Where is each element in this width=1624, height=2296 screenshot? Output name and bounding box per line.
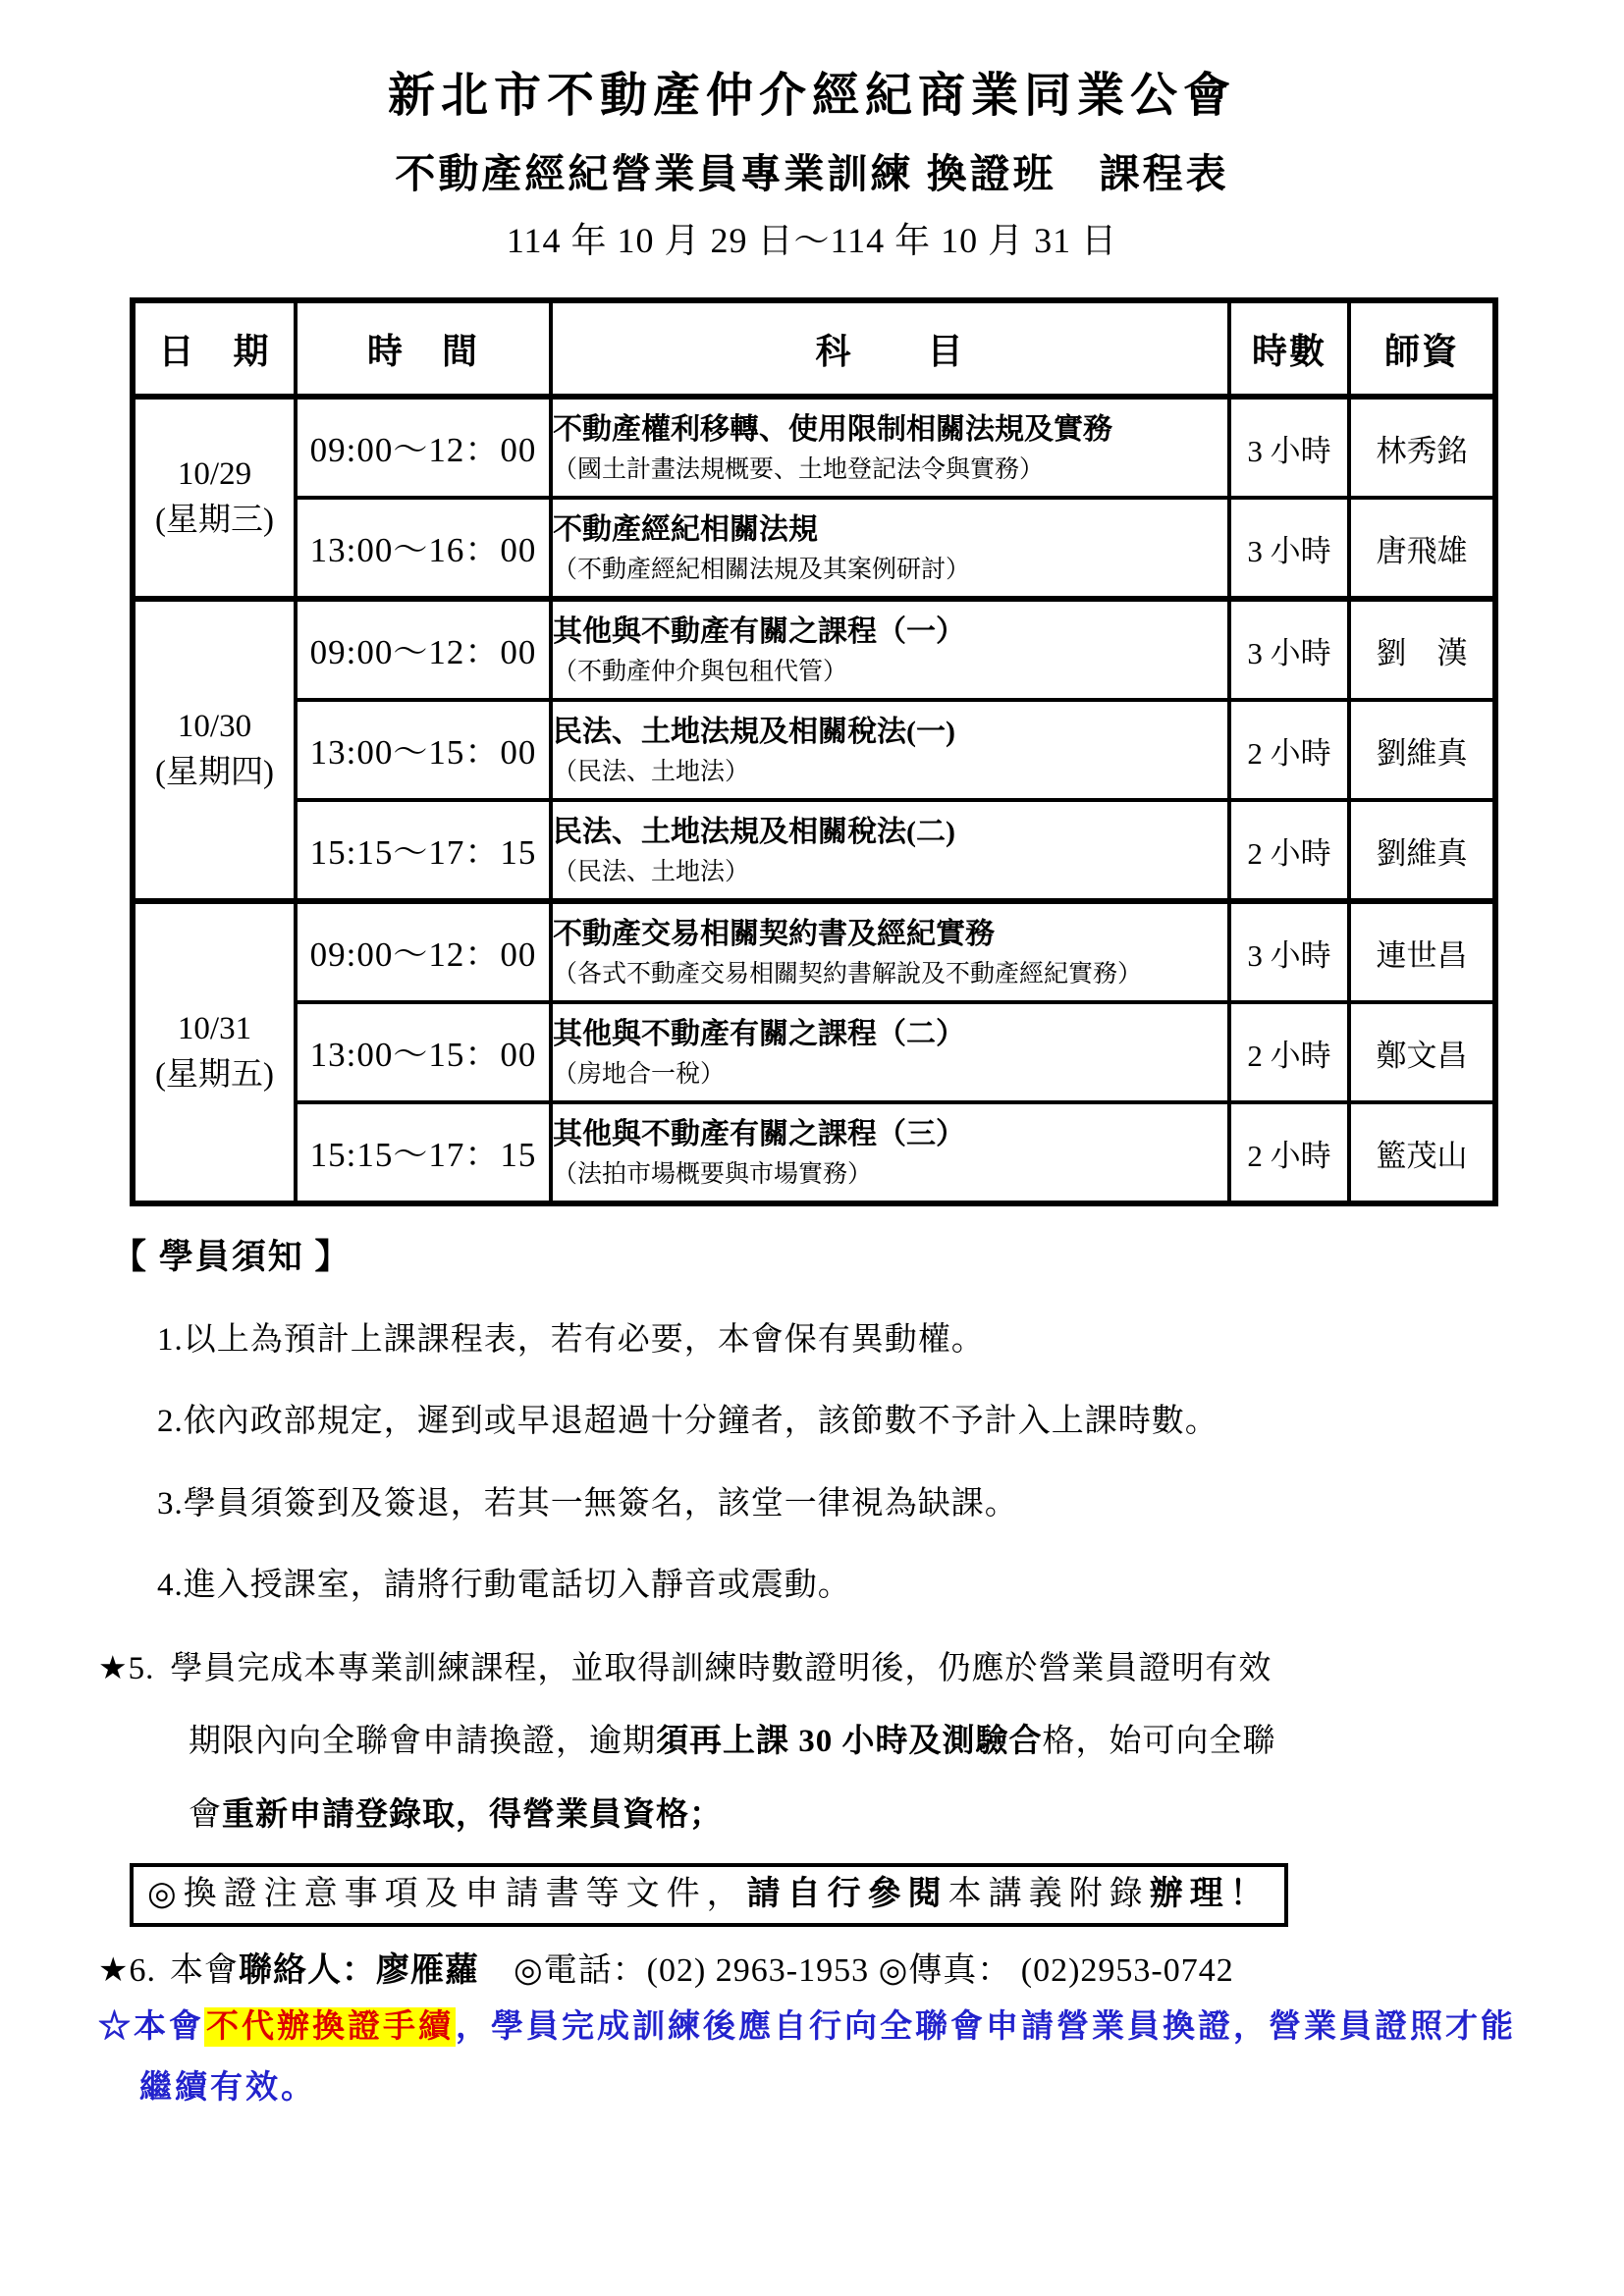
subject-note: （各式不動產交易相關契約書解說及不動產經紀實務） xyxy=(553,961,1143,988)
hours-cell: 2 小時 xyxy=(1229,1102,1349,1203)
warning-tail: 繼續有效。 xyxy=(139,2069,316,2106)
note-item-3: 3.學員須簽到及簽退，若其一無簽名，該堂一律視為缺課。 xyxy=(157,1485,1018,1522)
boxed-note-bold-2: 辦理！ xyxy=(1149,1875,1271,1912)
subject-title: 不動產權利移轉、使用限制相關法規及實務 xyxy=(553,412,1112,446)
table-row xyxy=(133,1002,1495,1102)
note5-line2-bold: 須再上課 30 小時及測驗合 xyxy=(656,1724,1043,1760)
contact-phone-fax: ◎電話：(02) 2963-1953 ◎傳真： (02)2953-0742 xyxy=(478,1951,1234,1989)
star-bullet-icon: ★6. xyxy=(98,1951,156,1989)
date-value: 10/31 xyxy=(177,1010,252,1046)
date-cell xyxy=(133,599,296,901)
teacher-cell: 林秀銘 xyxy=(1349,397,1495,498)
time-cell: 15:15～17：15 xyxy=(296,1102,551,1203)
col-header-hours: 時數 xyxy=(1229,300,1349,397)
course-table xyxy=(130,297,1498,1206)
teacher-cell: 籃茂山 xyxy=(1349,1102,1495,1203)
date-cell xyxy=(133,397,296,599)
hours-cell: 2 小時 xyxy=(1229,800,1349,901)
note5-line3-bold: 重新申請登錄取，得營業員資格； xyxy=(222,1796,723,1833)
hours-cell: 2 小時 xyxy=(1229,1002,1349,1102)
hours-cell: 3 小時 xyxy=(1229,901,1349,1002)
subject-cell xyxy=(551,1102,1229,1203)
subject-note: （民法、土地法） xyxy=(553,759,750,786)
hours-cell: 2 小時 xyxy=(1229,700,1349,800)
subject-cell xyxy=(551,1002,1229,1102)
subject-title: 不動產交易相關契約書及經紀實務 xyxy=(553,917,995,950)
subject-note: （不動產仲介與包租代管） xyxy=(553,659,848,686)
hours-cell: 3 小時 xyxy=(1229,599,1349,700)
warning-body: ，學員完成訓練後應自行向全聯會申請營業員換證，營業員證照才能 xyxy=(456,2009,1516,2046)
boxed-note-bold-1: 請自行參閱 xyxy=(746,1875,948,1912)
note-item-4: 4.進入授課室，請將行動電話切入靜音或震動。 xyxy=(157,1567,851,1603)
time-cell: 13:00～16：00 xyxy=(296,498,551,599)
subject-title: 民法、土地法規及相關稅法(二) xyxy=(553,815,955,848)
subject-note: （國土計畫法規概要、土地登記法令與實務） xyxy=(553,456,1045,484)
note5-line2-text: 期限內向全聯會申請換證，逾期 xyxy=(189,1724,656,1760)
time-cell: 09:00～12：00 xyxy=(296,901,551,1002)
subject-cell xyxy=(551,599,1229,700)
col-header-date: 日 期 xyxy=(133,300,296,397)
teacher-cell: 連世昌 xyxy=(1349,901,1495,1002)
subject-cell xyxy=(551,901,1229,1002)
note5-line2-tail: 格，始可向全聯 xyxy=(1042,1724,1276,1760)
table-row xyxy=(133,397,1495,498)
boxed-note xyxy=(130,1863,1288,1927)
boxed-note-text: ◎換證注意事項及申請書等文件， xyxy=(147,1875,747,1912)
table-row xyxy=(133,599,1495,700)
warning-highlighted-text: 不代辦換證手續 xyxy=(206,2009,454,2046)
hours-cell: 3 小時 xyxy=(1229,397,1349,498)
note-item-5 xyxy=(98,1649,1555,1836)
note-item-1: 1.以上為預計上課課程表，若有必要，本會保有異動權。 xyxy=(157,1322,985,1359)
note5-line1-text: 學員完成本專業訓練課程，並取得訓練時數證明後，仍應於營業員證明有效 xyxy=(170,1651,1272,1687)
page-subtitle: 不動產經紀營業員專業訓練 換證班 課程表 xyxy=(395,150,1229,196)
page-title: 新北市不動產仲介經紀商業同業公會 xyxy=(387,70,1236,122)
time-cell: 09:00～12：00 xyxy=(296,397,551,498)
date-value: 10/30 xyxy=(177,708,252,744)
subject-cell xyxy=(551,700,1229,800)
subject-title: 其他與不動產有關之課程（一） xyxy=(553,614,965,648)
subject-title: 其他與不動產有關之課程（二） xyxy=(553,1017,965,1050)
certificate-warning-note xyxy=(98,2007,1555,2109)
table-row xyxy=(133,800,1495,901)
notes-heading: 【 學員須知 】 xyxy=(112,1238,352,1277)
subject-note: （法拍市場概要與市場實務） xyxy=(553,1161,873,1189)
col-header-time: 時 間 xyxy=(296,300,551,397)
weekday-value: (星期四) xyxy=(155,755,274,791)
teacher-cell: 劉維真 xyxy=(1349,700,1495,800)
col-header-teacher: 師資 xyxy=(1349,300,1495,397)
table-row xyxy=(133,498,1495,599)
date-value: 10/29 xyxy=(177,455,252,492)
time-cell: 13:00～15：00 xyxy=(296,1002,551,1102)
contact-prefix: 本會 xyxy=(169,1951,239,1989)
teacher-cell: 劉維真 xyxy=(1349,800,1495,901)
teacher-cell: 鄭文昌 xyxy=(1349,1002,1495,1102)
hours-cell: 3 小時 xyxy=(1229,498,1349,599)
subject-title: 不動產經紀相關法規 xyxy=(553,512,818,546)
notes-section xyxy=(98,1236,1555,2108)
table-header-row xyxy=(133,300,1495,397)
time-cell: 09:00～12：00 xyxy=(296,599,551,700)
date-cell xyxy=(133,901,296,1203)
subject-cell xyxy=(551,397,1229,498)
subject-title: 民法、土地法規及相關稅法(一) xyxy=(553,715,955,748)
table-row xyxy=(133,901,1495,1002)
table-row xyxy=(133,700,1495,800)
subject-title: 其他與不動產有關之課程（三） xyxy=(553,1117,965,1150)
col-header-subject: 科 目 xyxy=(551,300,1229,397)
boxed-note-text-2: 本講義附錄 xyxy=(947,1875,1150,1912)
note-item-6 xyxy=(98,1950,1555,1993)
weekday-value: (星期五) xyxy=(155,1057,274,1094)
time-cell: 15:15～17：15 xyxy=(296,800,551,901)
time-cell: 13:00～15：00 xyxy=(296,700,551,800)
subject-note: （不動產經紀相關法規及其案例研討） xyxy=(553,557,971,584)
date-range: 114 年 10 月 29 日～114 年 10 月 31 日 xyxy=(506,220,1118,260)
subject-note: （民法、土地法） xyxy=(553,859,750,886)
note5-line3-text: 會 xyxy=(189,1796,222,1833)
table-row xyxy=(133,1102,1495,1203)
contact-person: 聯絡人：廖雁蘿 xyxy=(238,1951,479,1989)
teacher-cell: 唐飛雄 xyxy=(1349,498,1495,599)
subject-note: （房地合一稅） xyxy=(553,1061,726,1089)
teacher-cell: 劉 漢 xyxy=(1349,599,1495,700)
weekday-value: (星期三) xyxy=(155,503,274,539)
warning-prefix: ☆本會 xyxy=(98,2009,204,2046)
subject-cell xyxy=(551,800,1229,901)
subject-cell xyxy=(551,498,1229,599)
star-bullet-icon: ★5. xyxy=(98,1651,155,1687)
note-item-2: 2.依內政部規定，遲到或早退超過十分鐘者，該節數不予計入上課時數。 xyxy=(157,1404,1218,1440)
